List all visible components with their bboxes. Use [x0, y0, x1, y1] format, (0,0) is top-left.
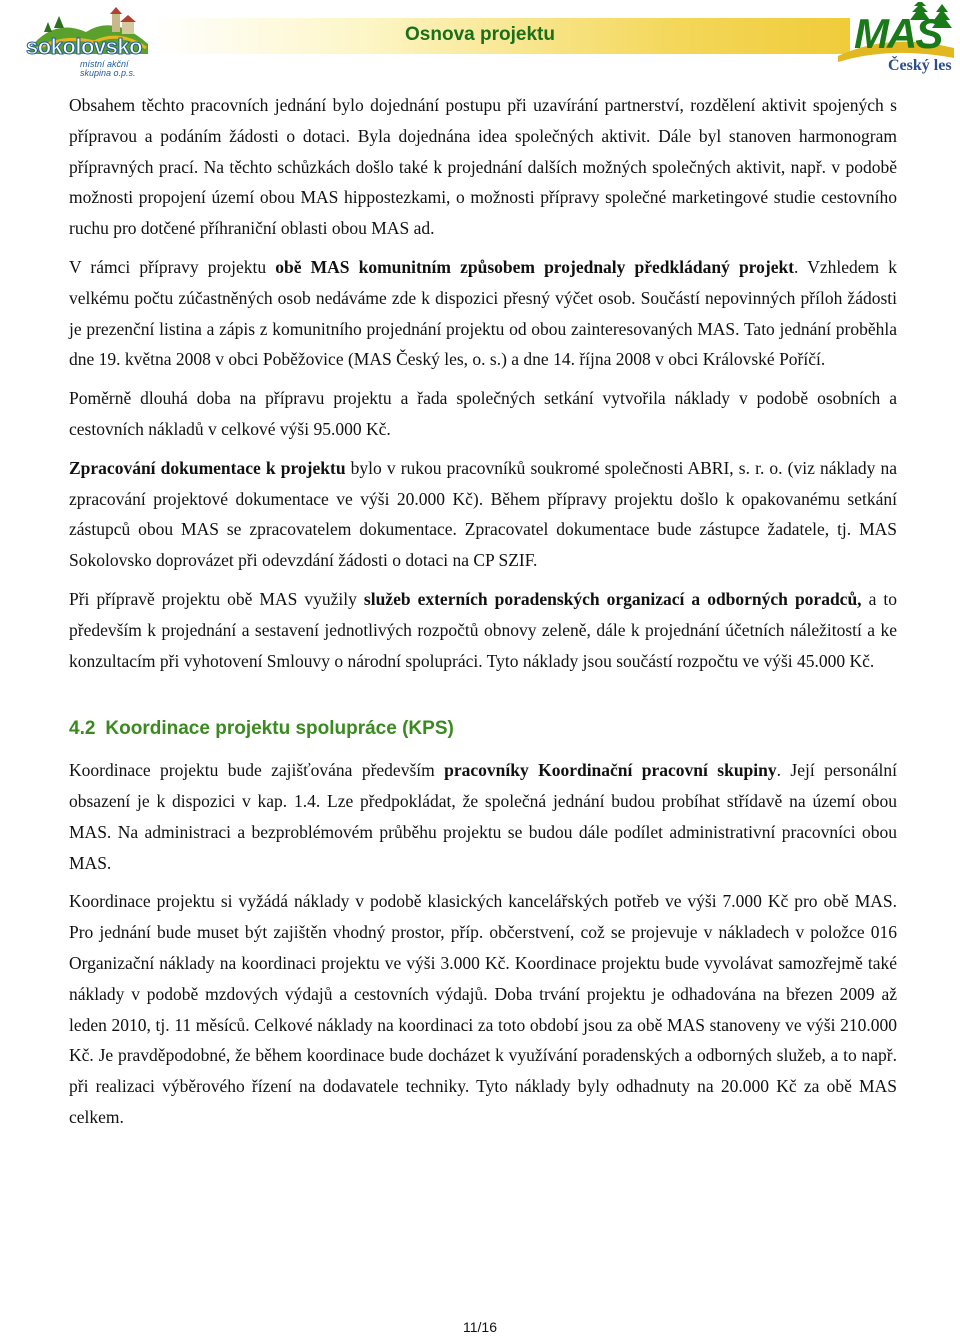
page-header	[0, 0, 960, 80]
sokolovsko-logo	[24, 4, 154, 78]
paragraph	[69, 383, 897, 445]
section-number: 4.2	[69, 718, 96, 740]
bold-text: obě MAS komunitním způsobem projednaly předkládaný projekt	[275, 256, 795, 277]
page-number: 11/16	[463, 1319, 497, 1335]
text-segment: bylo v rukou pracovníků soukromé společnosti ABRI, s. r. o. (viz náklady na zpracování projektové dokumentace ve výši 20.000 Kč). Během přípravy projektu došlo k opakovanému setkání zástupců obou MAS se zpracovatelem dokumentace. Zpracovatel dokumentace bude zástupce žadatele, tj. MAS Sokolovsko doprovázet při odevzdání žádosti o dotaci na CP SZIF.	[69, 457, 897, 571]
text-segment: V rámci přípravy projektu	[69, 256, 276, 277]
logo-right-sub: Český les	[888, 57, 952, 74]
header-title: Osnova projektu	[405, 24, 555, 45]
bold-text: služeb externích poradenských organizací a odborných poradců,	[363, 588, 862, 609]
paragraph-list	[69, 90, 897, 676]
logo-left-sub: místní akční skupina o.p.s.	[80, 59, 136, 78]
mas-cesky-les-logo	[830, 2, 960, 78]
section-title: Koordinace projektu spolupráce (KPS)	[105, 718, 454, 740]
paragraph	[69, 755, 897, 878]
document-body	[69, 90, 897, 1141]
bold-text: pracovníky Koordinační pracovní skupiny	[444, 760, 777, 781]
paragraph	[69, 886, 897, 1132]
text-segment: Koordinace projektu bude zajišťována především	[69, 760, 445, 781]
text-segment: . Vzhledem k velkému počtu zúčastněných osob nedáváme zde k dispozici přesný výčet osob. Součástí nepovinných příloh žádosti je prezenční listina a zápis z komunitního projednání projektu od obou zainteresovaných MAS. Tato jednání proběhla dne 19. května 2008 v obci Poběžovice (MAS Český les, o. s.) a dne 14. října 2008 v obci Královské Poříčí.	[69, 256, 897, 370]
text-segment: . Její personální obsazení je k dispozici v kap. 1.4. Lze předpokládat, že společná jednání budou probíhat střídavě na území obou MAS. Na administraci a bezproblémovém průběhu projektu se budou dále podílet administrativní pracovníci obou MAS.	[69, 760, 897, 873]
text-segment: Obsahem těchto pracovních jednání bylo dojednání postupu při uzavírání partnerství, rozdělení aktivit spojených s přípravou a podáním žádosti o dotaci. Byla dojednána idea společných aktivit. Dále byl stanoven harmonogram přípravných prací. Na těchto schůzkách došlo také k projednání dalších možných společných aktivit, např. v podobě možnosti propojení území obou MAS hippostezkami, o možnosti přípravy společné marketingové studie cestovního ruchu pro dotčené příhraniční oblasti obou MAS ad.	[69, 95, 897, 239]
paragraph	[69, 584, 897, 676]
paragraph	[69, 252, 897, 375]
bold-text: Zpracování dokumentace k projektu	[69, 457, 346, 478]
logo-right-name: MAS	[854, 10, 942, 57]
text-segment: Koordinace projektu si vyžádá náklady v podobě klasických kancelářských potřeb ve výši 7.000 Kč pro obě MAS. Pro jednání bude muset být zajištěn vhodný prostor, příp. občerstvení, což se projevuje v nákladech v položce 016 Organizační náklady na koordinaci projektu ve výši 3.000 Kč. Koordinace projektu bude vyvolávat samozřejmě také náklady v podobě mzdových výdajů a cestovních výdajů. Doba trvání projektu je odhadována na březen 2009 až leden 2010, tj. 11 měsíců. Celkové náklady na koordinaci za toto období jsou za obě MAS stanoveny ve výši 210.000 Kč. Je pravděpodobné, že během koordinace bude docházet k využívání poradenských a odborných služeb, a to např. při realizaci výběrového řízení na dodavatele techniky. Tyto náklady byly odhadnuty na 20.000 Kč za obě MAS celkem.	[69, 891, 897, 1127]
section-paragraph-list	[69, 755, 897, 1133]
text-segment: a to především k projednání a sestavení jednotlivých rozpočtů obnovy zeleně, dále k projednání účetních náležitostí a ke konzultacím při vyhotovení Smlouvy o národní spolupráci. Tyto náklady jsou součástí rozpočtu ve výši 45.000 Kč.	[69, 588, 897, 671]
section-heading	[69, 714, 897, 745]
paragraph	[69, 90, 897, 244]
text-segment: Při přípravě projektu obě MAS využily	[69, 588, 364, 609]
paragraph	[69, 453, 897, 576]
logo-left-name: sokolovsko	[26, 34, 143, 59]
text-segment: Poměrně dlouhá doba na přípravu projektu a řada společných setkání vytvořila náklady v podobě osobních a cestovních nákladů v celkové výši 95.000 Kč.	[69, 388, 897, 439]
